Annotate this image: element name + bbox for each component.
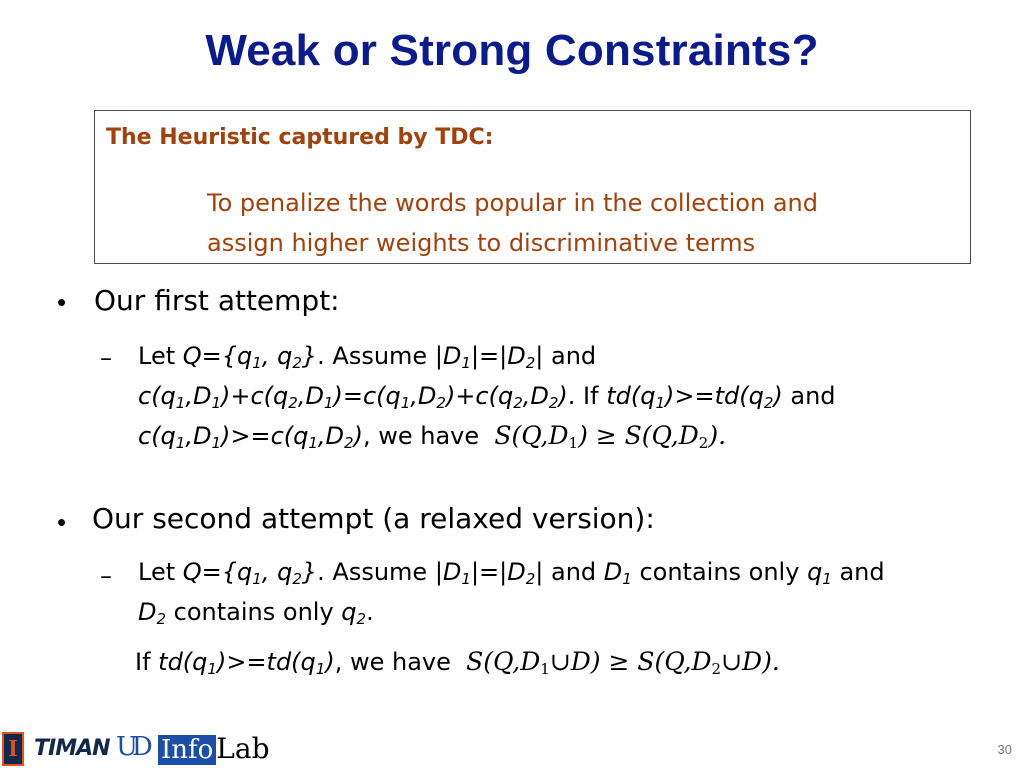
- infolab-logo: [158, 734, 270, 765]
- footer-logos: [0, 728, 300, 768]
- heuristic-box: [94, 110, 971, 264]
- first-line-1: Let $Q=\{q_1$, $q_2$}. Assume $|D_1|=|D_2|$ and: [138, 342, 597, 372]
- bullet-dot: •: [57, 287, 67, 317]
- page-number: 30: [997, 742, 1012, 757]
- ud-logo: UD: [116, 732, 147, 762]
- bullet-dot: •: [57, 507, 67, 537]
- formula-1: $S(Q,D_1) \ge S(Q,D_2)$.: [494, 421, 727, 452]
- bullet-second-attempt: Our second attempt (a relaxed version):: [92, 502, 655, 535]
- infolab-info: Info: [158, 735, 216, 765]
- box-body: [207, 183, 947, 263]
- formula-2: $S(Q,D_1\cup D)$ ≥ $S(Q,D_2\cup D)$.: [466, 647, 780, 678]
- first-attempt-text: [138, 336, 978, 456]
- slide-title: Weak or Strong Constraints?: [205, 26, 819, 75]
- uiuc-logo: [2, 732, 24, 766]
- box-line-1: To penalize the words popular in the collection and: [207, 189, 818, 217]
- sub-dash: –: [100, 344, 112, 372]
- box-line-2: assign higher weights to discriminative terms: [207, 229, 756, 257]
- second-if-line: If $td(q_1)>=td(q_1)$, we have $S(Q,D_1\cup D)$ ≥ $S(Q,D_2\cup D)$.: [135, 647, 780, 678]
- bullet-first-attempt: Our first attempt:: [94, 284, 340, 317]
- uiuc-logo-letter: I: [8, 736, 18, 762]
- timan-logo: TIMAN: [34, 736, 110, 761]
- sub-dash: –: [100, 562, 112, 590]
- second-line-2: $D_2$ contains only $q_2$.: [138, 598, 374, 628]
- first-line-2: $c(q_1,D_1)+c(q_2,D_1)=c(q_1,D_2)+c(q_2,D_2)$. If $td(q_1)>=td(q_2)$ and: [138, 382, 836, 412]
- first-line-3: $c(q_1,D_1)>=c(q_1,D_2)$, we have $S(Q,D_1) \ge S(Q,D_2)$.: [138, 421, 727, 452]
- box-heading: The Heuristic captured by TDC:: [106, 125, 494, 150]
- second-attempt-text: [138, 552, 1008, 632]
- second-line-1: Let $Q=\{q_1$, $q_2$}. Assume $|D_1|=|D_2|$ and $D_1$ contains only $q_1$ and: [138, 558, 885, 588]
- infolab-lab: Lab: [216, 732, 270, 765]
